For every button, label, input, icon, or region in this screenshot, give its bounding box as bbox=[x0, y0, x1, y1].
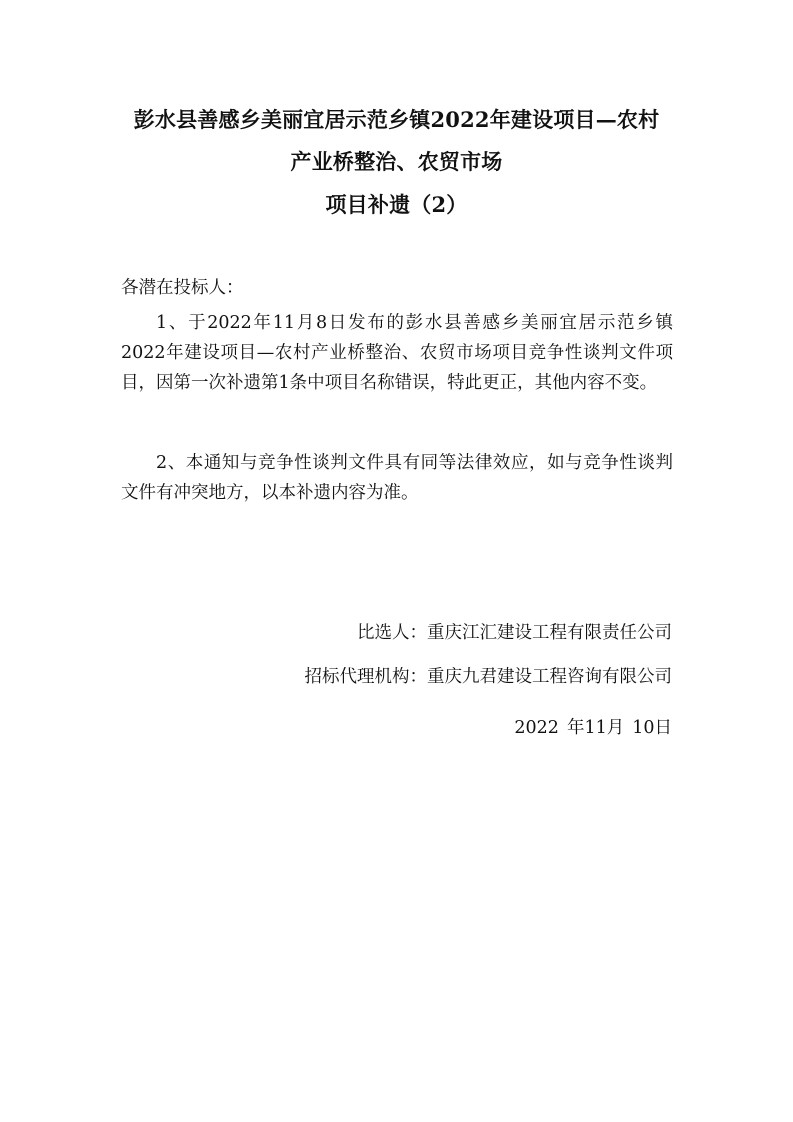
date-month-unit: 月 bbox=[606, 718, 625, 738]
date-month: 11 bbox=[584, 718, 607, 738]
date-year-unit: 年 bbox=[566, 718, 585, 738]
selector-value: 重庆江汇建设工程有限责任公司 bbox=[427, 623, 672, 643]
selector-label: 比选人： bbox=[357, 623, 427, 643]
paragraph-2: 2、本通知与竞争性谈判文件具有同等法律效应，如与竞争性谈判文件有冲突地方，以本补遗内容为准。 bbox=[121, 453, 673, 503]
date-year: 2022 bbox=[514, 718, 559, 738]
selector-signature bbox=[357, 619, 672, 644]
salutation: 各潜在投标人： bbox=[121, 278, 244, 298]
date-day-unit: 日 bbox=[654, 718, 672, 738]
agency-signature bbox=[305, 663, 673, 688]
agency-label: 招标代理机构： bbox=[304, 667, 427, 687]
date-day: 10 bbox=[632, 718, 655, 738]
document-title-line-2: 产业桥整治、农贸市场 bbox=[290, 149, 503, 174]
document-title-line-3: 项目补遗（2） bbox=[325, 192, 468, 217]
document-title-line-1: 彭水县善感乡美丽宜居示范乡镇2022年建设项目—农村 bbox=[133, 107, 660, 132]
agency-value: 重庆九君建设工程咨询有限公司 bbox=[427, 667, 672, 687]
paragraph-1: 1、于2022年11月8日发布的彭水县善感乡美丽宜居示范乡镇2022年建设项目—农村产业桥整治、农贸市场项目竞争性谈判文件项目，因第一次补遗第1条中项目名称错误，特此更正，其他内容不变。 bbox=[121, 313, 673, 393]
document-date bbox=[514, 714, 672, 739]
